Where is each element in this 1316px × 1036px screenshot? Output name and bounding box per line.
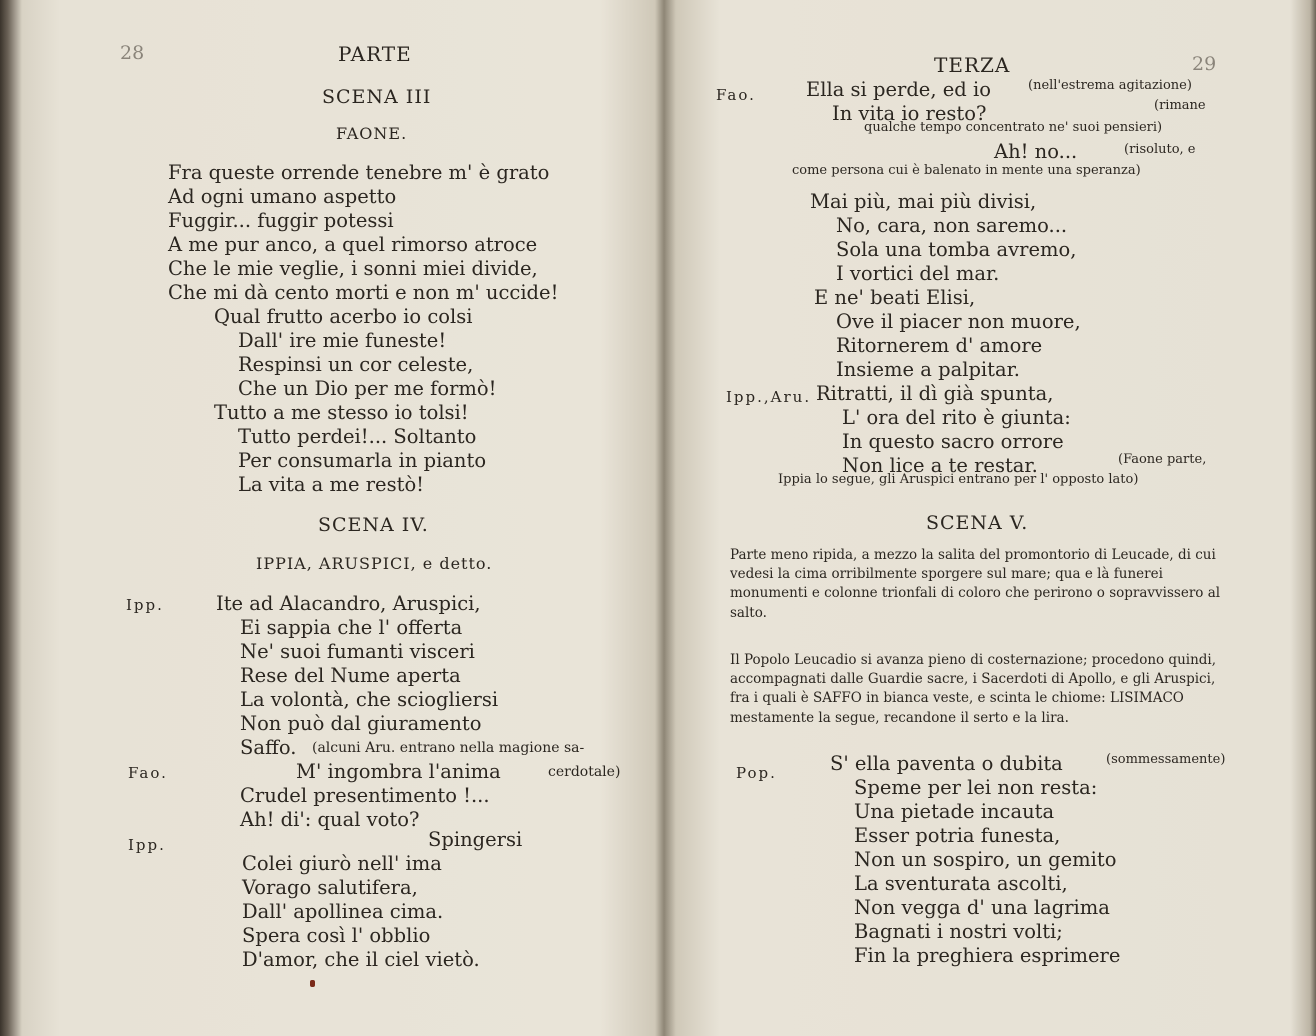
verse-line: Non vegga d' una lagrima — [854, 896, 1110, 919]
verse-line: Fin la preghiera esprimere — [854, 944, 1121, 967]
stage-direction: (sommessamente) — [1106, 752, 1226, 767]
verse-line: M' ingombra l'anima — [296, 760, 501, 783]
verse-line: Insieme a palpitar. — [836, 358, 1021, 381]
verse-line: Spingersi — [428, 828, 523, 851]
verse-line: Tutto a me stesso io tolsi! — [214, 401, 469, 424]
verse-line: Non può dal giuramento — [240, 712, 482, 735]
verse-line: Dall' apollinea cima. — [242, 900, 444, 923]
stage-direction: (rimane — [1154, 98, 1206, 113]
verse-line: Vorago salutifera, — [242, 876, 418, 899]
verse-line: Ite ad Alacandro, Aruspici, — [216, 592, 481, 615]
verse-line: Respinsi un cor celeste, — [238, 353, 474, 376]
verse-line: D'amor, che il ciel vietò. — [242, 948, 480, 971]
verse-line: La volontà, che sciogliersi — [240, 688, 499, 711]
running-head-right: TERZA — [934, 53, 1011, 77]
verse-line: Non lice a te restar. — [842, 454, 1038, 477]
verse-line: Crudel presentimento !... — [240, 784, 490, 807]
scena-5-title: SCENA V. — [926, 512, 1029, 534]
page-number-left: 28 — [120, 42, 145, 64]
verse-line: Ad ogni umano aspetto — [168, 185, 397, 208]
speaker-fao: Fao. — [128, 764, 168, 782]
verse-line: Che mi dà cento morti e non m' uccide! — [168, 281, 559, 304]
verse-line: Esser potria funesta, — [854, 824, 1061, 847]
verse-line: Ei sappia che l' offerta — [240, 616, 463, 639]
stage-direction: Ippia lo segue, gli Aruspici entrano per l' opposto lato) — [778, 472, 1139, 487]
verse-line: Fra queste orrende tenebre m' è grato — [168, 161, 550, 184]
verse-line: La vita a me restò! — [238, 473, 425, 496]
verse-line: No, cara, non saremo... — [836, 214, 1068, 237]
right-page — [664, 0, 1316, 1036]
stage-direction: (risoluto, e — [1124, 142, 1196, 157]
verse-line: S' ella paventa o dubita — [830, 752, 1063, 775]
verse-line: Bagnati i nostri volti; — [854, 920, 1063, 943]
verse-line: Qual frutto acerbo io colsi — [214, 305, 473, 328]
verse-line: L' ora del rito è giunta: — [842, 406, 1071, 429]
verse-line: Una pietade incauta — [854, 800, 1055, 823]
stage-direction: (Faone parte, — [1118, 452, 1207, 467]
verse-line: Ritratti, il dì già spunta, — [816, 382, 1054, 405]
scena-3-title: SCENA III — [322, 86, 432, 108]
scene-description: Parte meno ripida, a mezzo la salita del promontorio di Leucade, di cui vedesi la cima orribilmente sporgere sul mare; qua e là funerei monumenti e colonne trionfali di coloro che perirono o sopravvissero al salto. — [730, 547, 1221, 621]
speaker-pop: Pop. — [736, 764, 777, 782]
verse-line: Non un sospiro, un gemito — [854, 848, 1117, 871]
verse-line: In vita io resto? — [832, 102, 987, 125]
verse-line: Rese del Nume aperta — [240, 664, 461, 687]
verse-line: Colei giurò nell' ima — [242, 852, 442, 875]
page-number-right: 29 — [1192, 53, 1217, 75]
verse-line: Mai più, mai più divisi, — [810, 190, 1037, 213]
verse-line: E ne' beati Elisi, — [814, 286, 976, 309]
verse-line: Che un Dio per me formò! — [238, 377, 497, 400]
verse-line: Spera così l' obblio — [242, 924, 431, 947]
speaker-ipp: Ipp. — [126, 596, 164, 614]
speaker-fao: Fao. — [716, 86, 756, 104]
speaker-ipp: Ipp. — [128, 836, 166, 854]
verse-line: Ah! no... — [994, 140, 1078, 163]
verse-line: Per consumarla in pianto — [238, 449, 487, 472]
verse-line: Speme per lei non resta: — [854, 776, 1098, 799]
stage-direction: qualche tempo concentrato ne' suoi pensieri) — [864, 120, 1163, 135]
verse-line: Ah! di': qual voto? — [240, 808, 420, 831]
verse-line: Dall' ire mie funeste! — [238, 329, 447, 352]
ink-spot — [310, 980, 315, 987]
verse-line: Ritornerem d' amore — [836, 334, 1043, 357]
stage-direction: come persona cui è balenato in mente una speranza) — [792, 163, 1141, 178]
stage-direction: cerdotale) — [548, 764, 621, 780]
verse-line: Fuggir... fuggir potessi — [168, 209, 394, 232]
speaker-ipp-aru: Ipp.,Aru. — [726, 388, 812, 406]
verse-line: Ove il piacer non muore, — [836, 310, 1081, 333]
running-head-left: PARTE — [338, 42, 412, 66]
verse-line: Tutto perdei!... Soltanto — [238, 425, 477, 448]
stage-direction: (nell'estrema agitazione) — [1028, 78, 1192, 93]
verse-line: In questo sacro orrore — [842, 430, 1064, 453]
verse-line: Sola una tomba avremo, — [836, 238, 1077, 261]
verse-line: A me pur anco, a quel rimorso atroce — [168, 233, 538, 256]
verse-line: Che le mie veglie, i sonni miei divide, — [168, 257, 538, 280]
verse-line: Ella si perde, ed io — [806, 78, 991, 101]
verse-line: La sventurata ascolti, — [854, 872, 1068, 895]
verse-line: Saffo. — [240, 736, 297, 759]
scena-4-persona: IPPIA, ARUSPICI, e detto. — [256, 554, 493, 573]
verse-line: I vortici del mar. — [836, 262, 1000, 285]
scena-3-persona: FAONE. — [336, 124, 408, 143]
stage-direction: (alcuni Aru. entrano nella magione sa- — [312, 740, 585, 756]
scena-4-title: SCENA IV. — [318, 514, 429, 536]
verse-line: Ne' suoi fumanti visceri — [240, 640, 475, 663]
scene-description: Il Popolo Leucadio si avanza pieno di costernazione; procedono quindi, accompagnati dalle Guardie sacre, i Sacerdoti di Apollo, e gli Aruspici, fra i quali è SAFFO in bianca veste, e scinta le chiome: LISIMACO mestamente la segue, recandone il serto e la lira. — [730, 652, 1217, 726]
